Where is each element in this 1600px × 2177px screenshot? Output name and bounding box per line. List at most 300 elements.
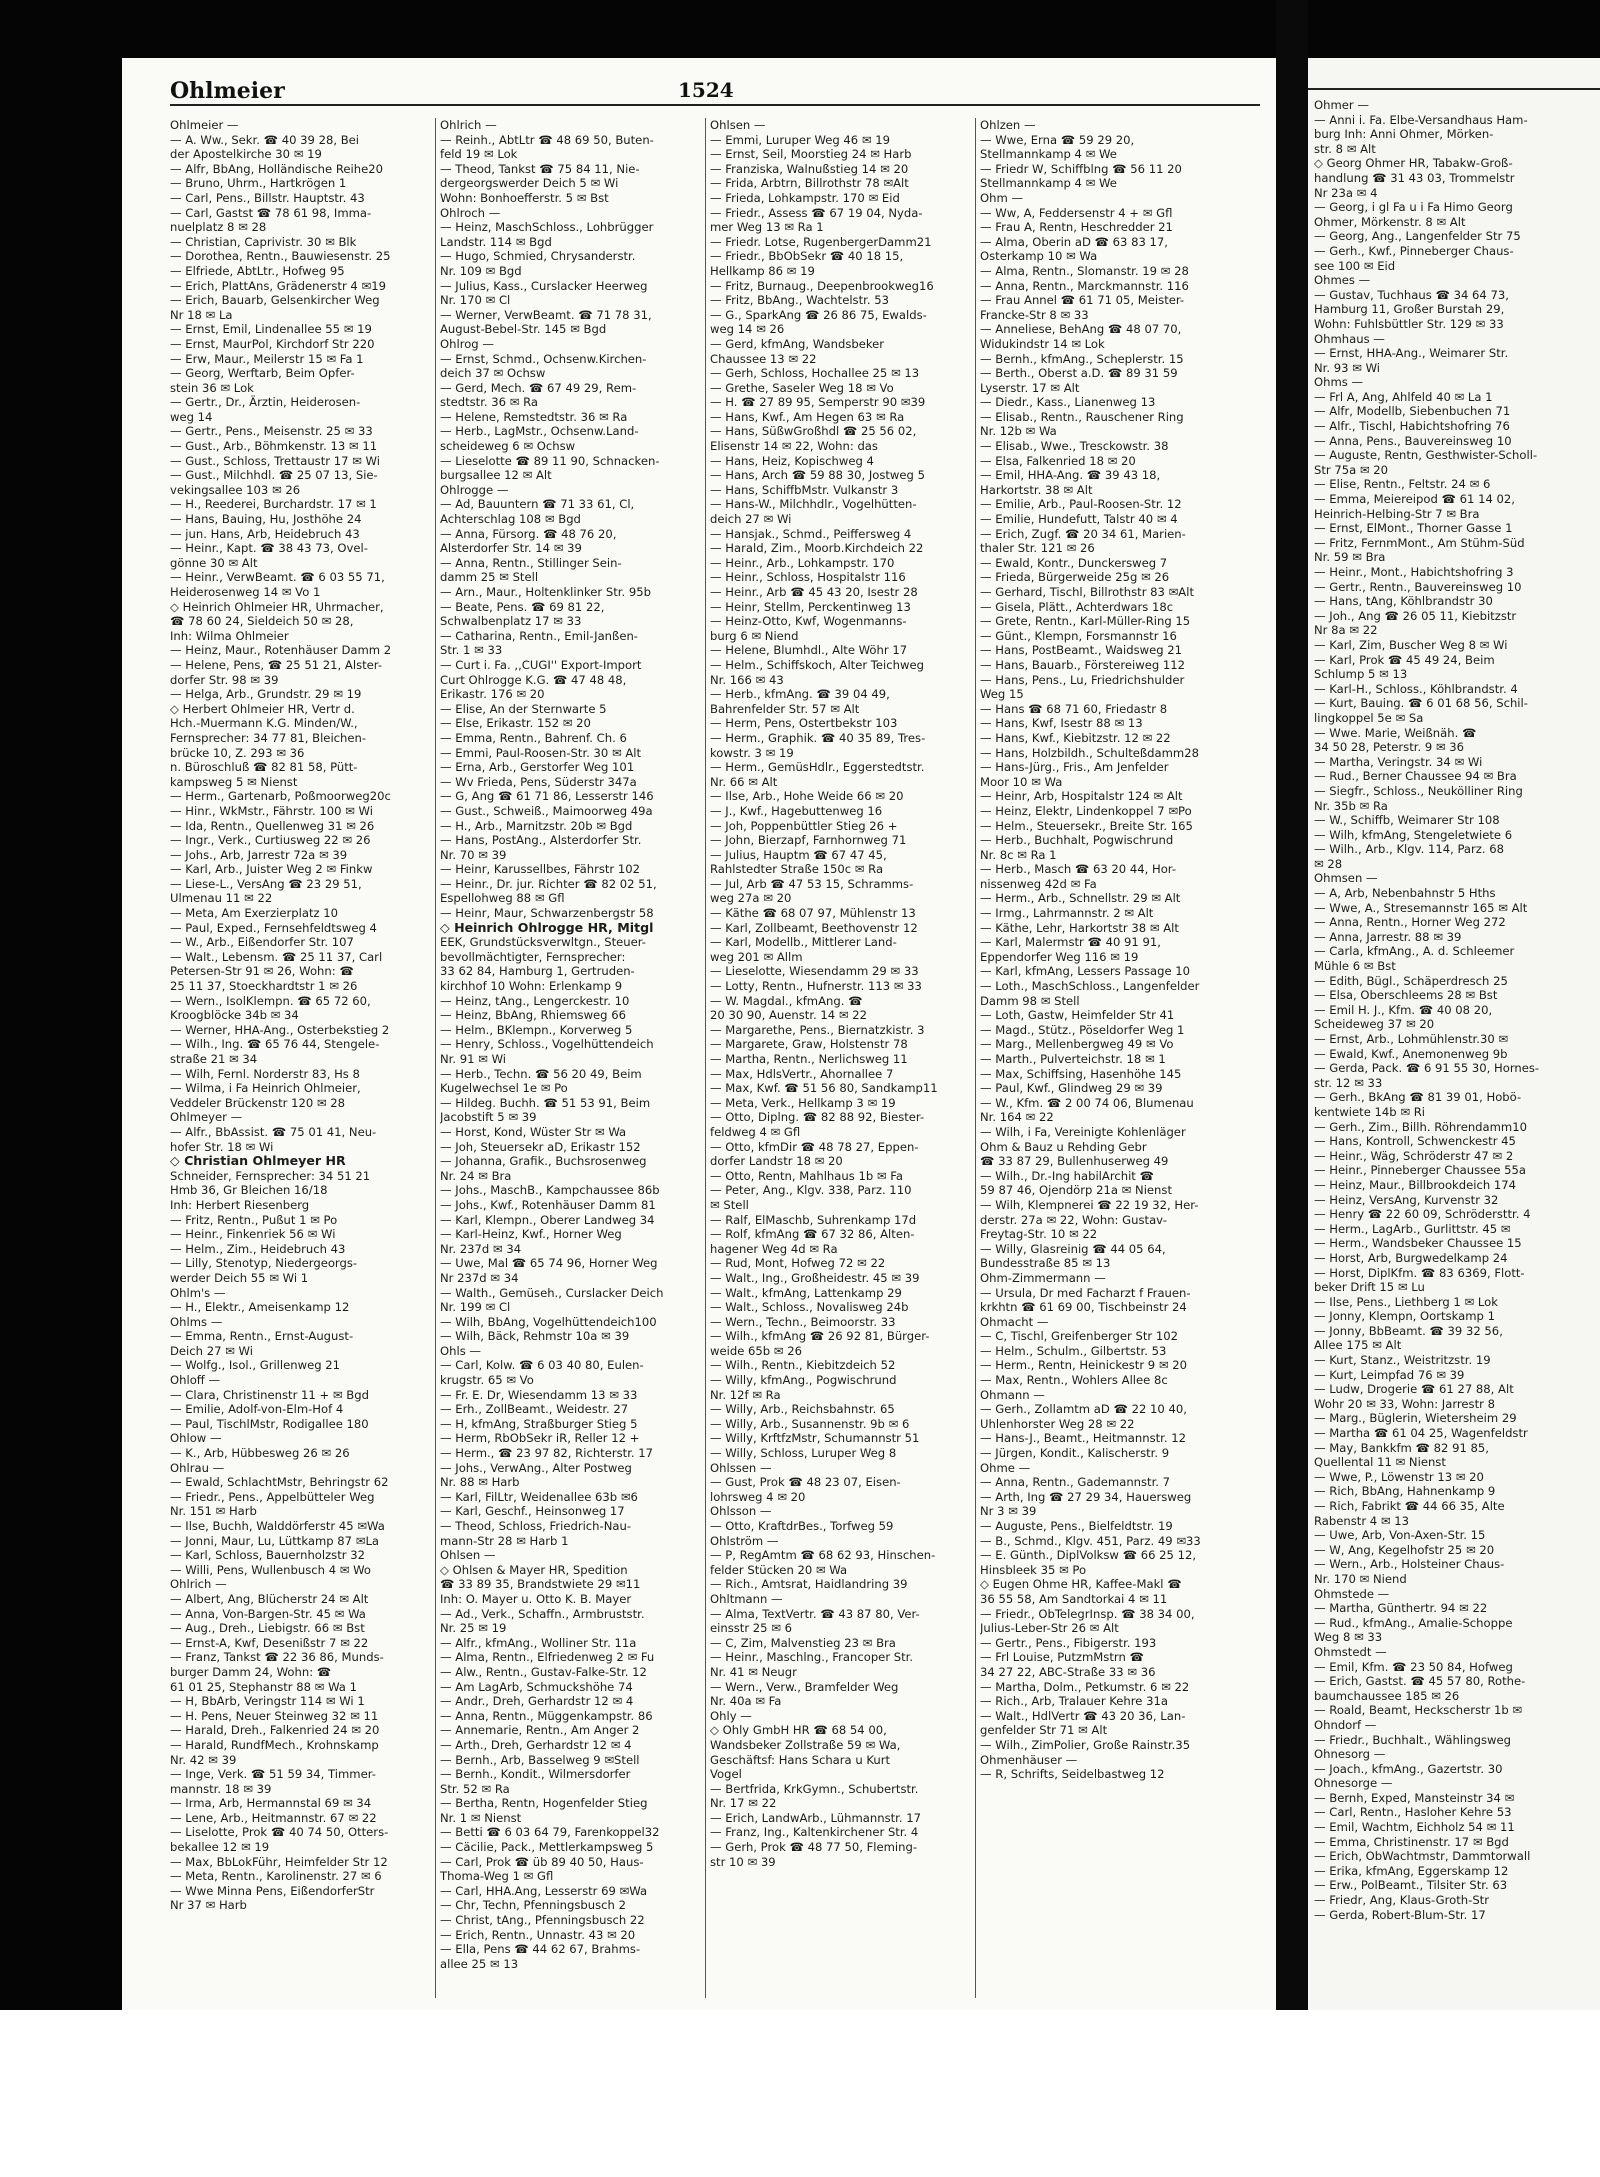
- directory-entry-line: — Hans-J., Beamt., Heitmannstr. 12: [980, 1431, 1187, 1446]
- directory-entry-line: — H., Reederei, Burchardstr. 17 ✉ 1: [170, 497, 377, 512]
- directory-entry-line: — Karl-Heinz, Kwf., Horner Weg: [440, 1227, 622, 1242]
- directory-entry-line: — Heinz, BbAng, Rhiemsweg 66: [440, 1008, 626, 1023]
- directory-entry-line: Allee 175 ✉ Alt: [1314, 1338, 1402, 1353]
- directory-entry-line: kampsweg 5 ✉ Nienst: [170, 774, 298, 789]
- directory-entry-line: — Hans ☎ 68 71 60, Friedastr 8: [980, 701, 1168, 716]
- directory-entry-line: — Gerh, Schloss, Hochallee 25 ✉ 13: [710, 366, 920, 381]
- directory-entry-line: — Friedr. Lotse, RugenbergerDamm21: [710, 234, 932, 249]
- directory-entry-line: — Frau A, Rentn, Heschredder 21: [980, 220, 1173, 235]
- directory-entry-line: Wohn: Bonhoefferstr. 5 ✉ Bst: [440, 190, 609, 205]
- directory-entry-line: — Hans, tAng, Köhlbrandstr 30: [1314, 594, 1493, 609]
- directory-entry-line: krugstr. 65 ✉ Vo: [440, 1373, 534, 1388]
- directory-entry-line: — Wilh, kfmAng, Stengeletwiete 6: [1314, 827, 1513, 842]
- directory-entry-line: — Walt., Ing., Großheidestr. 45 ✉ 39: [710, 1270, 920, 1285]
- directory-entry-line: Scheideweg 37 ✉ 20: [1314, 1017, 1435, 1032]
- directory-entry-line: Julius-Leber-Str 26 ✉ Alt: [980, 1621, 1119, 1636]
- directory-entry-line: — Wilh, BbAng, Vogelhüttendeich100: [440, 1314, 657, 1329]
- directory-entry-line: — Gertr., Rentn., Bauvereinsweg 10: [1314, 579, 1522, 594]
- surname-heading: Ohlzen —: [980, 118, 1036, 132]
- directory-entry-line: — Kurt, Bauing. ☎ 6 01 68 56, Schil-: [1314, 696, 1528, 711]
- directory-entry-line: — Heinr., Finkenriek 56 ✉ Wi: [170, 1227, 336, 1242]
- directory-entry-line: — Ilse, Buchh, Walddörferstr 45 ✉Wa: [170, 1519, 385, 1533]
- directory-entry-line: einsstr 25 ✉ 6: [710, 1621, 792, 1636]
- directory-entry-line: — Lotty, Rentn., Hufnerstr. 113 ✉ 33: [710, 979, 922, 994]
- directory-entry-line: — Franz, Tankst ☎ 22 36 86, Munds-: [170, 1650, 384, 1665]
- directory-entry-line: Eppendorfer Weg 116 ✉ 19: [980, 949, 1139, 964]
- directory-entry-line: — Herm, Pens, Ostertbekstr 103: [710, 716, 898, 731]
- directory-entry-line: — Henry, Schloss., Vogelhüttendeich: [440, 1037, 654, 1052]
- directory-entry-line: — Horst, Kond, Wüster Str ✉ Wa: [440, 1124, 627, 1139]
- directory-entry-line: der Apostelkirche 30 ✉ 19: [170, 147, 322, 162]
- directory-entry-line: — H., Elektr., Ameisenkamp 12: [170, 1300, 350, 1315]
- next-page-column: [1314, 98, 1594, 1998]
- directory-entry-line: — Bernh, Exped, Mansteinstr 34 ✉: [1314, 1790, 1515, 1805]
- directory-entry-line: — Gerda, Robert-Blum-Str. 17: [1314, 1907, 1486, 1922]
- directory-entry-line: — Gust, Prok ☎ 48 23 07, Eisen-: [710, 1475, 901, 1490]
- directory-entry-line: — Erich, Gastst. ☎ 45 57 80, Rothe-: [1314, 1674, 1526, 1689]
- directory-entry-line: Nr. 93 ✉ Wi: [1314, 360, 1381, 375]
- directory-entry-line: — Bernh., Kondit., Wilmersdorfer: [440, 1767, 631, 1782]
- directory-entry-line: mer Weg 13 ✉ Ra 1: [710, 220, 824, 235]
- directory-entry-line: — Alw., Rentn., Gustav-Falke-Str. 12: [440, 1664, 647, 1679]
- directory-entry-line: — Hans, Heiz, Kopischweg 4: [710, 453, 874, 468]
- directory-entry-line: werder Deich 55 ✉ Wi 1: [170, 1270, 309, 1285]
- directory-entry-line: Heinrich-Helbing-Str 7 ✉ Bra: [1314, 506, 1480, 521]
- directory-entry-line: — Hans, PostBeamt., Waidsweg 21: [980, 643, 1183, 658]
- directory-entry-line: — Johs., MaschB., Kampchaussee 86b: [440, 1183, 660, 1198]
- directory-entry-line: — Willy, Schloss, Luruper Weg 8: [710, 1446, 897, 1461]
- directory-entry-line: Uhlenhorster Weg 28 ✉ 22: [980, 1416, 1135, 1431]
- directory-entry-line: see 100 ✉ Eid: [1314, 258, 1396, 273]
- directory-entry-line: — Friedr., ObTelegrInsp. ☎ 38 34 00,: [980, 1606, 1195, 1621]
- directory-entry-line: — Albert, Ang, Blücherstr 24 ✉ Alt: [170, 1591, 369, 1606]
- directory-entry-line: — Friedr, Ang, Klaus-Groth-Str: [1314, 1893, 1489, 1908]
- directory-entry-line: — Gertr., Pens., Fibigerstr. 193: [980, 1635, 1157, 1650]
- directory-entry-line: — Henry ☎ 22 60 09, Schrödersttr. 4: [1314, 1207, 1531, 1222]
- directory-entry-line: — Elisab., Wwe., Tresckowstr. 38: [980, 439, 1169, 454]
- directory-entry-line: — John, Bierzapf, Farnhornweg 71: [710, 833, 907, 848]
- directory-entry-line: — Fritz, FernmMont., Am Stühm-Süd: [1314, 535, 1525, 550]
- directory-entry-line: — Wolfg., Isol., Grillenweg 21: [170, 1358, 341, 1373]
- directory-entry-line: — Martha, Günthertr. 94 ✉ 22: [1314, 1601, 1488, 1616]
- directory-entry-line: Nr. 12f ✉ Ra: [710, 1387, 781, 1402]
- directory-entry-line: — Wilh, i Fa, Vereinigte Kohlenläger: [980, 1124, 1186, 1139]
- directory-entry-line: — Joach., kfmAng., Gazertstr. 30: [1314, 1761, 1503, 1776]
- directory-entry-line: — Johs., Kwf., Rotenhäuser Damm 81: [440, 1197, 656, 1212]
- directory-entry-line: — Werner, VerwBeamt. ☎ 71 78 31,: [440, 307, 652, 322]
- directory-entry-line: — H. ☎ 27 89 95, Semperstr 90 ✉39: [710, 395, 926, 410]
- directory-entry-line: Thoma-Weg 1 ✉ Gfl: [440, 1869, 554, 1884]
- directory-entry-line: — Friedr., Assess ☎ 67 19 04, Nyda-: [710, 205, 923, 220]
- directory-entry-line: — Gustav, Tuchhaus ☎ 34 64 73,: [1314, 287, 1509, 302]
- directory-entry-line: — P, RegAmtm ☎ 68 62 93, Hinschen-: [710, 1548, 936, 1563]
- directory-entry-line: deich 37 ✉ Ochsw: [440, 366, 546, 381]
- directory-entry-line: — Karl, Prok ☎ 45 49 24, Beim: [1314, 652, 1495, 667]
- directory-entry-line: — Margarete, Graw, Holstenstr 78: [710, 1037, 908, 1052]
- directory-entry-line: — Heinr, Maur, Schwarzenbergstr 58: [440, 906, 654, 921]
- directory-entry-line: — Elisab., Rentn., Rauschener Ring: [980, 409, 1184, 424]
- directory-entry-line: — Heinz-Otto, Kwf, Wogenmanns-: [710, 614, 907, 629]
- directory-entry-line: — Erna, Arb., Gerstorfer Weg 101: [440, 760, 635, 775]
- surname-heading: Ohmer —: [1314, 98, 1369, 112]
- directory-entry-line: — Cäcilie, Pack., Mettlerkampsweg 5: [440, 1840, 654, 1855]
- directory-entry-line: — Herm., Arb., Schnellstr. 29 ✉ Alt: [980, 891, 1181, 906]
- column-divider: [975, 118, 976, 1998]
- directory-entry-line: — Berth., Oberst a.D. ☎ 89 31 59: [980, 366, 1178, 381]
- directory-entry-line: — Arn., Maur., Holtenklinker Str. 95b: [440, 585, 651, 599]
- directory-entry-line: — Hans, Pens., Lu, Friedrichshulder: [980, 672, 1185, 687]
- directory-entry-line: — Carl, Rentn., Hasloher Kehre 53: [1314, 1805, 1512, 1820]
- directory-entry-line: kowstr. 3 ✉ 19: [710, 745, 794, 760]
- directory-entry-line: straße 21 ✉ 34: [170, 1052, 258, 1066]
- surname-heading: Ohndorf —: [1314, 1717, 1377, 1732]
- surname-heading: Ohlrog —: [440, 336, 494, 351]
- directory-entry-line: — Joh, Poppenbüttler Stieg 26 +: [710, 818, 898, 833]
- directory-entry-line: — Harald, Dreh., Falkenried 24 ✉ 20: [170, 1723, 380, 1738]
- surname-heading: Ohlsen —: [710, 118, 766, 132]
- directory-entry-line: — Gerh., BkAng ☎ 81 39 01, Hobö-: [1314, 1090, 1522, 1105]
- surname-heading: Ohloff —: [170, 1373, 221, 1388]
- directory-entry-line: — E. Günth., DiplVolksw ☎ 66 25 12,: [980, 1548, 1197, 1563]
- directory-entry-line: — Hugo, Schmied, Chrysanderstr.: [440, 249, 636, 264]
- directory-entry-line: 34 50 28, Peterstr. 9 ✉ 36: [1314, 740, 1465, 755]
- directory-entry-line: — Karl, Zollbeamt, Beethovenstr 12: [710, 920, 918, 935]
- directory-entry-line: — Frieda, Bürgerweide 25g ✉ 26: [980, 570, 1170, 585]
- directory-entry-line: — A. Ww., Sekr. ☎ 40 39 28, Bei: [170, 132, 360, 147]
- directory-entry-line: — Max, Kwf. ☎ 51 56 80, Sandkamp11: [710, 1081, 938, 1096]
- directory-entry-line: — Anna, Rentn., Horner Weg 272: [1314, 915, 1506, 930]
- directory-entry-line: — W. Magdal., kfmAng. ☎: [710, 993, 863, 1008]
- directory-entry-line: — Willi, Pens, Wullenbusch 4 ✉ Wo: [170, 1562, 372, 1577]
- directory-entry-line: — Gerh., Kwf., Pinneberger Chaus-: [1314, 243, 1514, 258]
- directory-entry-line: — Chr, Techn, Pfenningsbusch 2: [440, 1898, 626, 1913]
- directory-entry-line: — Wilh., Arb., Klgv. 114, Parz. 68: [1314, 842, 1505, 857]
- directory-entry-line: — Elise, Rentn., Feltstr. 24 ✉ 6: [1314, 477, 1491, 492]
- directory-entry-line: Bundesstraße 85 ✉ 13: [980, 1256, 1111, 1271]
- directory-entry-line: — Käthe ☎ 68 07 97, Mühlenstr 13: [710, 906, 916, 921]
- directory-entry-line: allee 25 ✉ 13: [440, 1956, 519, 1971]
- directory-entry-line: August-Bebel-Str. 145 ✉ Bgd: [440, 322, 607, 337]
- surname-heading: Ohlow —: [170, 1431, 222, 1446]
- directory-entry-line: — Ludw, Drogerie ☎ 61 27 88, Alt: [1314, 1382, 1514, 1397]
- directory-entry-line: — Roald, Beamt, Heckscherstr 1b ✉: [1314, 1703, 1523, 1718]
- directory-entry-line: — Ewald, SchlachtMstr, Behringstr 62: [170, 1475, 389, 1490]
- directory-entry-line: ◇ Herbert Ohlmeier HR, Vertr d.: [170, 701, 355, 716]
- directory-entry-line: Bahrenfelder Str. 57 ✉ Alt: [710, 701, 860, 716]
- directory-entry-line: Vogel: [710, 1767, 742, 1782]
- column-divider: [435, 118, 436, 1998]
- directory-entry-line: — Anna, Jarrestr. 88 ✉ 39: [1314, 929, 1462, 944]
- directory-entry-line: — Bernh., kfmAng., Scheplerstr. 15: [980, 351, 1184, 366]
- directory-entry-line: — Anni i. Fa. Elbe-Versandhaus Ham-: [1314, 112, 1528, 127]
- directory-entry-line: — A, Arb, Nebenbahnstr 5 Hths: [1314, 886, 1496, 901]
- directory-entry-line: — Heinz, tAng., Lengerckestr. 10: [440, 993, 630, 1008]
- directory-entry-line: — Walt., Lebensm. ☎ 25 11 37, Carl: [170, 949, 383, 964]
- directory-entry-line: — Peter, Ang., Klgv. 338, Parz. 110: [710, 1183, 912, 1198]
- directory-entry-line: — Karl, Arb., Juister Weg 2 ✉ Finkw: [170, 862, 373, 877]
- directory-entry-line: — Anna, Rentn., Gademannstr. 7: [980, 1475, 1171, 1490]
- directory-entry-line: — Herb., Buchhalt, Pogwischrund: [980, 833, 1174, 848]
- surname-heading: Ohmacht —: [980, 1314, 1049, 1329]
- directory-entry-line: — Erw, Maur., Meilerstr 15 ✉ Fa 1: [170, 351, 364, 366]
- directory-entry-line: — Bertha, Rentn, Hogenfelder Stieg: [440, 1796, 648, 1811]
- directory-entry-line: — Erw., PolBeamt., Tilsiter Str. 63: [1314, 1878, 1508, 1893]
- directory-entry-line: — Herm., Rentn, Heinickestr 9 ✉ 20: [980, 1358, 1188, 1373]
- directory-entry-line: — Wwe, Erna ☎ 59 29 20,: [980, 132, 1135, 147]
- directory-column-1: [170, 118, 430, 1998]
- directory-entry-line: — Carl, HHA.Ang, Lesserstr 69 ✉Wa: [440, 1883, 648, 1898]
- directory-entry-line: — Julius, Hauptm ☎ 67 47 45,: [710, 847, 887, 862]
- directory-entry-line: kentwiete 14b ✉ Ri: [1314, 1104, 1426, 1119]
- surname-heading: Ohlmeyer —: [170, 1110, 243, 1125]
- directory-entry-line: — Lieselotte ☎ 89 11 90, Schnacken-: [440, 453, 660, 468]
- directory-entry-line: Alsterdorfer Str. 14 ✉ 39: [440, 541, 582, 556]
- directory-entry-line: — Anneliese, BehAng ☎ 48 07 70,: [980, 322, 1182, 337]
- directory-entry-line: — Willy, Arb., Susannenstr. 9b ✉ 6: [710, 1416, 910, 1431]
- surname-heading: Ohmenhäuser —: [980, 1752, 1078, 1767]
- directory-entry-line: — Inge, Verk. ☎ 51 59 34, Timmer-: [170, 1767, 376, 1782]
- directory-entry-line: — Ilse, Pens., Liethberg 1 ✉ Lok: [1314, 1294, 1498, 1309]
- directory-entry-line: — Emmi, Paul-Roosen-Str. 30 ✉ Alt: [440, 745, 642, 760]
- directory-entry-line: — Emilie, Adolf-von-Elm-Hof 4: [170, 1402, 344, 1417]
- directory-entry-line: — Wern., Verw., Bramfelder Weg: [710, 1679, 899, 1694]
- directory-entry-line: — W, Ang, Kegelhofstr 25 ✉ 20: [1314, 1542, 1495, 1557]
- directory-entry-line: — Helm., BKlempn., Korverweg 5: [440, 1022, 633, 1037]
- directory-entry-line: — Ad., Verk., Schaffn., Armbruststr.: [440, 1606, 645, 1621]
- directory-entry-line: — May, Bankkfm ☎ 82 91 85,: [1314, 1440, 1489, 1455]
- directory-entry-line: — Helm., Schulm., Gilbertstr. 53: [980, 1343, 1167, 1358]
- directory-entry-line: mannstr. 18 ✉ 39: [170, 1781, 272, 1796]
- directory-entry-line: — Rud., Berner Chaussee 94 ✉ Bra: [1314, 769, 1517, 784]
- directory-entry-line: — Paul, TischlMstr, Rodigallee 180: [170, 1416, 369, 1431]
- directory-entry-line: — Hans, Kwf., Am Hegen 63 ✉ Ra: [710, 409, 905, 424]
- directory-column-3: [710, 118, 970, 1998]
- directory-entry-line: ☎ 78 60 24, Sieldeich 50 ✉ 28,: [170, 614, 354, 629]
- directory-entry-line: 33 62 84, Hamburg 1, Gertruden-: [440, 964, 635, 979]
- directory-entry-line: Nr. 88 ✉ Harb: [440, 1475, 520, 1490]
- directory-entry-line: — Friedr., Pens., Appelbütteler Weg: [170, 1489, 375, 1504]
- directory-entry-line: — Hans, Kontroll, Schwenckestr 45: [1314, 1134, 1516, 1149]
- directory-entry-line: ◇ Eugen Ohme HR, Kaffee-Makl ☎: [980, 1577, 1182, 1592]
- surname-heading: Ohlrich —: [440, 118, 497, 132]
- directory-entry-line: — Gust., Arb., Böhmkenstr. 13 ✉ 11: [170, 439, 378, 454]
- directory-entry-line: — Wern., Techn., Beimoorstr. 33: [710, 1314, 896, 1329]
- directory-entry-line: — Herm, RbObSekr iR, Reller 12 +: [440, 1431, 640, 1446]
- running-head: Ohlmeier: [170, 78, 285, 104]
- surname-heading: Ohmstedt —: [1314, 1644, 1387, 1659]
- directory-entry-line: — Günt., Klempn, Forsmannstr 16: [980, 628, 1177, 643]
- directory-entry-line: Nr. 91 ✉ Wi: [440, 1052, 507, 1066]
- surname-heading: Ohmstede —: [1314, 1586, 1390, 1601]
- directory-entry-line: Deich 27 ✉ Wi: [170, 1343, 253, 1358]
- surname-heading: Ohmsen —: [1314, 871, 1378, 886]
- directory-entry-line: Fernsprecher: 34 77 81, Bleichen-: [170, 730, 367, 745]
- directory-entry-line: — Joh., Ang ☎ 26 05 11, Kiebitzstr: [1314, 608, 1517, 623]
- directory-entry-line: ◇ Heinrich Ohlrogge HR, Mitgl: [440, 919, 654, 935]
- directory-entry-line: — Karl-H., Schloss., Köhlbrandstr. 4: [1314, 681, 1518, 696]
- directory-entry-line: Nr. 25 ✉ 19: [440, 1621, 507, 1636]
- directory-entry-line: weg 201 ✉ Allm: [710, 949, 803, 964]
- directory-entry-line: Geschäftsf: Hans Schara u Kurt: [710, 1752, 891, 1767]
- directory-entry-line: — Emma, Rentn., Bahrenf. Ch. 6: [440, 730, 627, 745]
- directory-entry-line: — Anna, Von-Bargen-Str. 45 ✉ Wa: [170, 1606, 366, 1621]
- directory-entry-line: Nr. 237d ✉ 34: [440, 1241, 522, 1256]
- directory-entry-line: — Hans, Bauing, Hu, Josthöhe 24: [170, 512, 362, 527]
- directory-entry-line: — Ernst, Emil, Lindenallee 55 ✉ 19: [170, 322, 372, 337]
- directory-entry-line: 25 11 37, Stoeckhardtstr 1 ✉ 26: [170, 979, 358, 994]
- directory-entry-line: str 10 ✉ 39: [710, 1854, 776, 1869]
- directory-entry-line: bekallee 12 ✉ 19: [170, 1840, 270, 1855]
- directory-entry-line: n. Büroschluß ☎ 82 81 58, Pütt-: [170, 760, 358, 775]
- directory-entry-line: — Heinz, VersAng, Kurvenstr 32: [1314, 1192, 1499, 1207]
- directory-entry-line: — Herb., LagMstr., Ochsenw.Land-: [440, 424, 639, 439]
- directory-entry-line: — Irma, Arb, Hermannstal 69 ✉ 34: [170, 1796, 372, 1811]
- surname-heading: Ohltmann —: [710, 1591, 783, 1606]
- directory-entry-line: Str 75a ✉ 20: [1314, 462, 1389, 477]
- directory-entry-line: — Annemarie, Rentn., Am Anger 2: [440, 1723, 640, 1738]
- directory-entry-line: 59 87 46, Ojendörp 21a ✉ Nienst: [980, 1183, 1172, 1198]
- directory-entry-line: — Horst, Arb, Burgwedelkamp 24: [1314, 1250, 1508, 1265]
- directory-entry-line: krkhtn ☎ 61 69 00, Tischbeinstr 24: [980, 1300, 1187, 1315]
- directory-entry-line: — Emma, Christinenstr. 17 ✉ Bgd: [1314, 1834, 1509, 1849]
- directory-entry-line: Nr. 170 ✉ Niend: [1314, 1571, 1407, 1586]
- directory-entry-line: — Karl, Malermstr ☎ 40 91 91,: [980, 935, 1161, 950]
- surname-heading: Ohnesorg —: [1314, 1747, 1386, 1762]
- directory-entry-line: — Jonni, Maur, Lu, Lüttkamp 87 ✉La: [170, 1533, 380, 1548]
- directory-entry-line: kirchhof 10 Wohn: Erlenkamp 9: [440, 979, 623, 994]
- directory-entry-line: — Helm., Schiffskoch, Alter Teichweg: [710, 657, 924, 672]
- directory-entry-line: Inh: Herbert Riesenberg: [170, 1197, 310, 1212]
- directory-entry-line: — Rich., Amtsrat, Haidlandring 39: [710, 1577, 908, 1592]
- directory-entry-line: Jacobstift 5 ✉ 39: [440, 1110, 537, 1125]
- directory-entry-line: — Wilh, Bäck, Rehmstr 10a ✉ 39: [440, 1329, 630, 1344]
- directory-entry-line: deich 27 ✉ Wi: [710, 512, 792, 527]
- directory-entry-line: — Willy, Glasreinig ☎ 44 05 64,: [980, 1241, 1166, 1256]
- surname-heading: Ohlssen —: [710, 1460, 772, 1475]
- directory-entry-line: — Rich, BbAng, Hahnenkamp 9: [1314, 1484, 1496, 1499]
- directory-entry-line: Kroogblöcke 34b ✉ 34: [170, 1008, 299, 1023]
- directory-entry-line: genfelder Str 71 ✉ Alt: [980, 1723, 1108, 1738]
- directory-entry-line: — Christ, tAng., Pfenningsbusch 22: [440, 1913, 645, 1928]
- directory-entry-line: — H, kfmAng, Straßburger Stieg 5: [440, 1416, 638, 1431]
- directory-entry-line: — Paul, Kwf., Glindweg 29 ✉ 39: [980, 1081, 1163, 1096]
- directory-entry-line: — Anna, Rentn., Müggenkampstr. 86: [440, 1708, 653, 1723]
- directory-entry-line: — Wilh., Dr.-Ing habilArchit ☎: [980, 1168, 1154, 1183]
- directory-entry-line: — Wwe Minna Pens, EißendorferStr: [170, 1883, 375, 1898]
- directory-entry-line: — Hans-Jürg., Fris., Am Jenfelder: [980, 760, 1169, 775]
- directory-entry-line: — Otto, kfmDir ☎ 48 78 27, Eppen-: [710, 1139, 919, 1154]
- directory-entry-line: — Ernst-A, Kwf, Desenißstr 7 ✉ 22: [170, 1635, 369, 1650]
- surname-heading: Ohlms —: [170, 1314, 223, 1329]
- directory-entry-line: — Paul, Exped., Fernsehfeldtsweg 4: [170, 920, 377, 935]
- directory-entry-line: — Elsa, Falkenried 18 ✉ 20: [980, 453, 1136, 468]
- directory-entry-line: — Wwe, A., Stresemannstr 165 ✉ Alt: [1314, 900, 1528, 915]
- directory-entry-line: burger Damm 24, Wohn: ☎: [170, 1664, 332, 1679]
- directory-entry-line: — Carl, Kolw. ☎ 6 03 40 80, Eulen-: [440, 1358, 644, 1373]
- directory-entry-line: Wohn: Fuhlsbüttler Str. 129 ✉ 33: [1314, 316, 1504, 331]
- surname-heading: Ohm-Zimmermann —: [980, 1270, 1106, 1285]
- directory-entry-line: — Hans, Bauarb., Förstereiweg 112: [980, 657, 1186, 672]
- directory-entry-line: 34 27 22, ABC-Straße 33 ✉ 36: [980, 1664, 1156, 1679]
- directory-entry-line: — Hans, Kwf., Kiebitzstr. 12 ✉ 22: [980, 730, 1171, 745]
- directory-entry-line: — Carl, Pens., Billstr. Hauptstr. 43: [170, 190, 365, 205]
- directory-entry-line: — Anna, Pens., Bauvereinsweg 10: [1314, 433, 1512, 448]
- directory-entry-line: dorfer Str. 98 ✉ 39: [170, 672, 279, 687]
- directory-entry-line: — Walt., HdlVertr ☎ 43 20 36, Lan-: [980, 1708, 1186, 1723]
- directory-entry-line: nuelplatz 8 ✉ 28: [170, 220, 267, 235]
- directory-entry-line: Nr. 35b ✉ Ra: [1314, 798, 1388, 813]
- directory-entry-line: Heiderosenweg 14 ✉ Vo 1: [170, 585, 321, 599]
- directory-entry-line: — Marth., Pulverteichstr. 18 ✉ 1: [980, 1052, 1166, 1066]
- directory-entry-line: — Walt., Schloss., Novalisweg 24b: [710, 1300, 909, 1315]
- directory-entry-line: — Arth, Ing ☎ 27 29 34, Hauersweg: [980, 1489, 1192, 1504]
- directory-entry-line: nissenweg 42d ✉ Fa: [980, 876, 1097, 891]
- directory-entry-line: ◇ Christian Ohlmeyer HR: [170, 1153, 346, 1169]
- directory-entry-line: weg 14 ✉ 26: [710, 322, 785, 337]
- directory-entry-line: — Wern., Arb., Holsteiner Chaus-: [1314, 1557, 1505, 1572]
- directory-entry-line: Veddeler Brückenstr 120 ✉ 28: [170, 1095, 346, 1110]
- directory-entry-line: Weg 8 ✉ 33: [1314, 1630, 1383, 1645]
- directory-entry-line: Nr 37 ✉ Harb: [170, 1898, 247, 1913]
- directory-entry-line: — Ernst, Schmd., Ochsenw.Kirchen-: [440, 351, 647, 366]
- directory-entry-line: — Herm., GemüsHdlr., Eggerstedtstr.: [710, 760, 925, 775]
- directory-entry-line: — Erich, LandwArb., Lühmannstr. 17: [710, 1810, 922, 1825]
- directory-entry-line: — Wilh., ZimPolier, Große Rainstr.35: [980, 1737, 1191, 1752]
- directory-entry-line: 20 30 90, Auenstr. 14 ✉ 22: [710, 1008, 868, 1023]
- directory-entry-line: — Willy, kfmAng., Pogwischrund: [710, 1373, 897, 1388]
- directory-entry-line: dorfer Landstr 18 ✉ 20: [710, 1154, 843, 1169]
- column-divider: [705, 118, 706, 1998]
- directory-entry-line: — Emil, Wachtm, Eichholz 54 ✉ 11: [1314, 1820, 1515, 1835]
- directory-entry-line: — Lilly, Stenotyp, Niedergeorgs-: [170, 1256, 358, 1271]
- directory-entry-line: Stellmannkamp 4 ✉ We: [980, 147, 1117, 162]
- directory-entry-line: — Helene, Blumhdl., Alte Wöhr 17: [710, 643, 908, 658]
- directory-entry-line: — Liselotte, Prok ☎ 40 74 50, Otters-: [170, 1825, 389, 1840]
- directory-entry-line: Wandsbeker Zollstraße 59 ✉ Wa,: [710, 1737, 901, 1752]
- directory-entry-line: — Hans, Kwf, Isestr 88 ✉ 13: [980, 716, 1143, 731]
- directory-entry-line: weg 27a ✉ 20: [710, 891, 792, 906]
- directory-entry-line: Moor 10 ✉ Wa: [980, 774, 1063, 789]
- directory-entry-line: — Gerda, Pack. ☎ 6 91 55 30, Hornes-: [1314, 1061, 1540, 1076]
- directory-entry-line: — Emmi, Luruper Weg 46 ✉ 19: [710, 132, 890, 147]
- directory-entry-line: — Otto, KraftdrBes., Torfweg 59: [710, 1519, 894, 1533]
- directory-entry-line: — Karl, Klempn., Oberer Landweg 34: [440, 1212, 655, 1227]
- directory-entry-line: — Lieselotte, Wiesendamm 29 ✉ 33: [710, 964, 919, 979]
- directory-entry-line: — Gisela, Plätt., Achterdwars 18c: [980, 599, 1174, 614]
- directory-entry-line: — Wilh, Klempnerei ☎ 22 19 32, Her-: [980, 1197, 1199, 1212]
- directory-entry-line: Ulmenau 11 ✉ 22: [170, 891, 273, 906]
- directory-entry-line: brücke 10, Z. 293 ✉ 36: [170, 745, 305, 760]
- directory-entry-line: — Herb., Techn. ☎ 56 20 49, Beim: [440, 1066, 642, 1081]
- directory-entry-line: — Joh, Steuersekr aD, Erikastr 152: [440, 1139, 641, 1154]
- directory-entry-line: Nr. 166 ✉ 43: [710, 672, 784, 687]
- directory-entry-line: — Emilie, Arb., Paul-Roosen-Str. 12: [980, 497, 1182, 512]
- directory-entry-line: — Wwe. Marie, Weißnäh. ☎: [1314, 725, 1477, 740]
- directory-entry-line: Nr. 12b ✉ Wa: [980, 424, 1057, 439]
- directory-entry-line: str. 12 ✉ 33: [1314, 1075, 1383, 1090]
- directory-entry-line: — Ella, Pens ☎ 44 62 67, Brahms-: [440, 1942, 641, 1957]
- directory-entry-line: — Johanna, Grafik., Buchsrosenweg: [440, 1154, 647, 1169]
- directory-entry-line: — Meta, Rentn., Karolinenstr. 27 ✉ 6: [170, 1869, 382, 1884]
- directory-entry-line: 61 01 25, Stephanstr 88 ✉ Wa 1: [170, 1679, 357, 1694]
- directory-entry-line: Nr. 17 ✉ 22: [710, 1796, 777, 1811]
- directory-entry-line: — Friedr W, Schiffblng ☎ 56 11 20: [980, 161, 1182, 176]
- directory-entry-line: — Alfr, Modellb, Siebenbuchen 71: [1314, 404, 1511, 419]
- directory-entry-line: — Rich, Fabrikt ☎ 44 66 35, Alte: [1314, 1499, 1505, 1513]
- directory-entry-line: — Heinr, Stellm, Perckentinweg 13: [710, 599, 911, 614]
- directory-entry-line: — B., Schmd., Klgv. 451, Parz. 49 ✉33: [980, 1533, 1201, 1548]
- next-page-edge: [1308, 58, 1600, 2010]
